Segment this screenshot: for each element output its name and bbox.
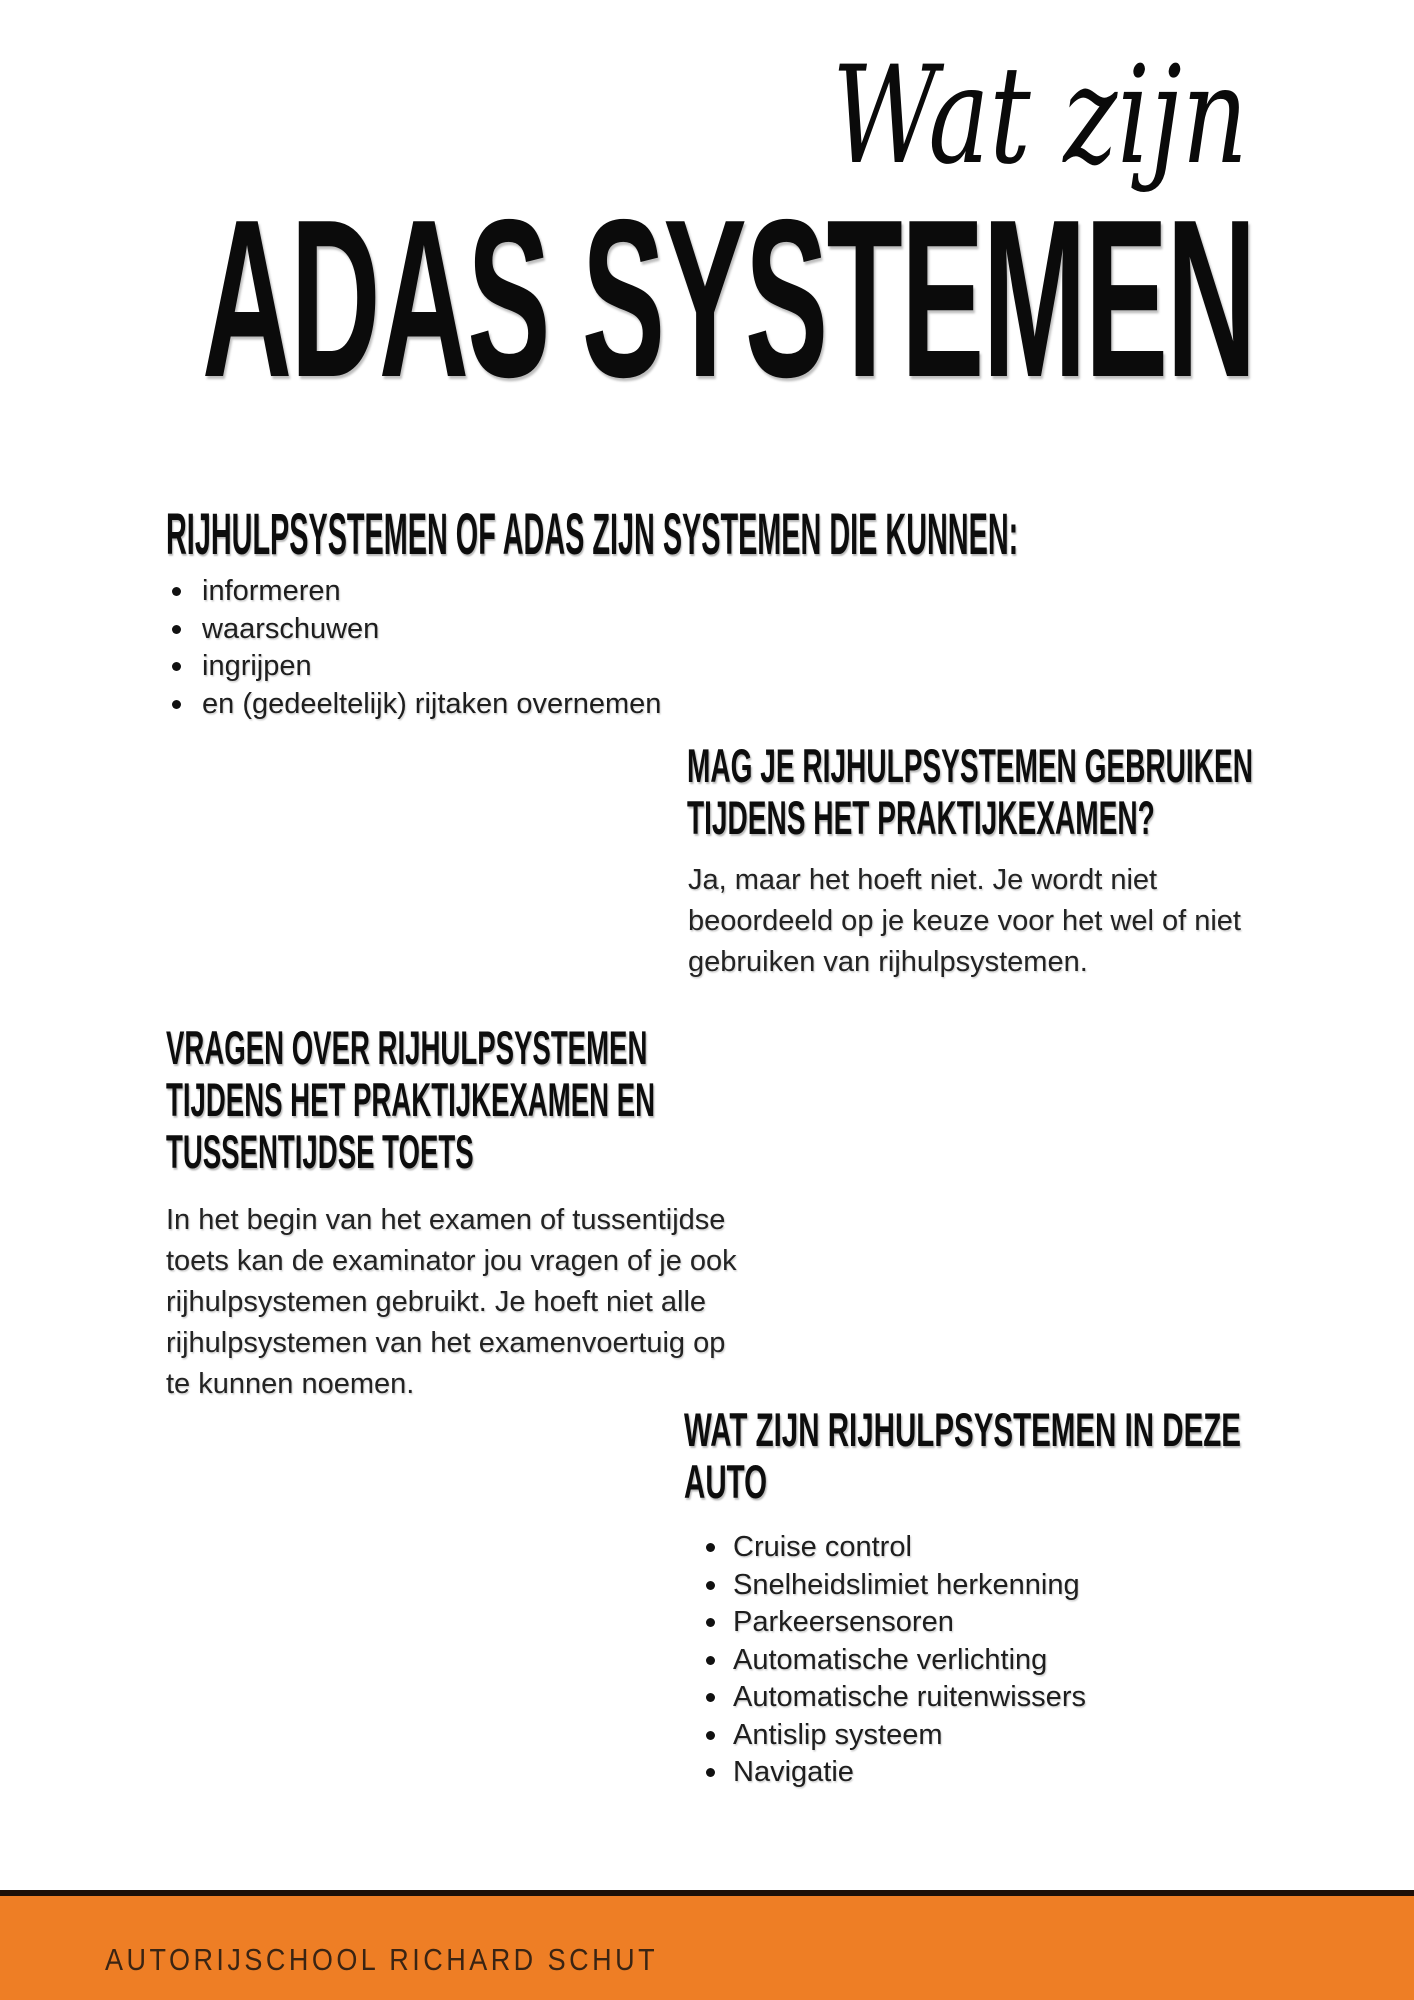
footer-brand-text: AUTORIJSCHOOL RICHARD SCHUT: [105, 1942, 659, 1977]
heading-line: TUSSENTIJDSE TOETS: [166, 1125, 474, 1178]
car-systems-heading: [684, 1404, 1241, 1508]
list-item: [706, 1679, 1086, 1717]
heading-line: AUTO: [684, 1455, 768, 1508]
heading-line: MAG JE RIJHULPSYSTEMEN GEBRUIKEN: [687, 739, 1253, 792]
list-item-label: Parkeersensoren: [733, 1606, 954, 1639]
list-item: [172, 611, 661, 649]
exam-usage-heading: [687, 740, 1253, 844]
paragraph-line: rijhulpsystemen van het examenvoertuig op: [166, 1327, 726, 1359]
list-item: [172, 648, 661, 686]
paragraph-line: Ja, maar het hoeft niet. Je wordt niet: [688, 864, 1158, 896]
list-item-label: Antislip systeem: [733, 1718, 943, 1751]
heading-line: TIJDENS HET PRAKTIJKEXAMEN?: [687, 791, 1155, 844]
page-title: ADAS SYSTEMEN: [202, 172, 1255, 424]
bullet-dot-icon: [172, 662, 181, 671]
list-item-label: Automatische verlichting: [733, 1643, 1048, 1676]
bullet-dot-icon: [172, 587, 181, 596]
intro-bullet-list: [172, 573, 661, 723]
paragraph-line: toets kan de examinator jou vragen of je ook: [166, 1245, 737, 1277]
list-item: [172, 573, 661, 611]
bullet-dot-icon: [706, 1731, 715, 1740]
paragraph-line: beoordeeld op je keuze voor het wel of niet: [688, 905, 1241, 937]
list-item: [706, 1529, 1086, 1567]
exam-usage-paragraph: [688, 860, 1241, 983]
list-item-label: Cruise control: [733, 1531, 912, 1564]
list-item-label: waarschuwen: [202, 612, 380, 645]
questions-heading: [166, 1022, 655, 1178]
bullet-dot-icon: [706, 1656, 715, 1665]
list-item-label: Navigatie: [733, 1756, 854, 1789]
list-item: [706, 1604, 1086, 1642]
hero-script-text: Wat zijn: [832, 37, 1248, 194]
car-systems-bullet-list: [706, 1529, 1086, 1792]
list-item-label: en (gedeeltelijk) rijtaken overnemen: [202, 687, 662, 720]
intro-heading-line: RIJHULPSYSTEMEN OF ADAS ZIJN SYSTEMEN DIE KUNNEN:: [166, 502, 1019, 567]
list-item-label: Automatische ruitenwissers: [733, 1681, 1086, 1714]
intro-heading: [166, 502, 1019, 567]
bullet-dot-icon: [706, 1618, 715, 1627]
paragraph-line: rijhulpsystemen gebruikt. Je hoeft niet alle: [166, 1286, 707, 1318]
list-item: [706, 1642, 1086, 1680]
bullet-dot-icon: [706, 1581, 715, 1590]
list-item: [172, 686, 661, 724]
paragraph-line: te kunnen noemen.: [166, 1368, 415, 1400]
heading-line: VRAGEN OVER RIJHULPSYSTEMEN: [166, 1021, 648, 1074]
questions-paragraph: [166, 1200, 737, 1405]
bullet-dot-icon: [172, 625, 181, 634]
list-item-label: informeren: [202, 575, 341, 608]
list-item-label: Snelheidslimiet herkenning: [733, 1568, 1080, 1601]
list-item: [706, 1717, 1086, 1755]
list-item: [706, 1567, 1086, 1605]
bullet-dot-icon: [706, 1543, 715, 1552]
bullet-dot-icon: [706, 1768, 715, 1777]
heading-line: WAT ZIJN RIJHULPSYSTEMEN IN DEZE: [684, 1403, 1241, 1456]
list-item-label: ingrijpen: [202, 650, 312, 683]
bullet-dot-icon: [706, 1693, 715, 1702]
list-item: [706, 1754, 1086, 1792]
bullet-dot-icon: [172, 700, 181, 709]
heading-line: TIJDENS HET PRAKTIJKEXAMEN EN: [166, 1073, 656, 1126]
paragraph-line: gebruiken van rijhulpsystemen.: [688, 946, 1088, 978]
paragraph-line: In het begin van het examen of tussentijdse: [166, 1204, 726, 1236]
